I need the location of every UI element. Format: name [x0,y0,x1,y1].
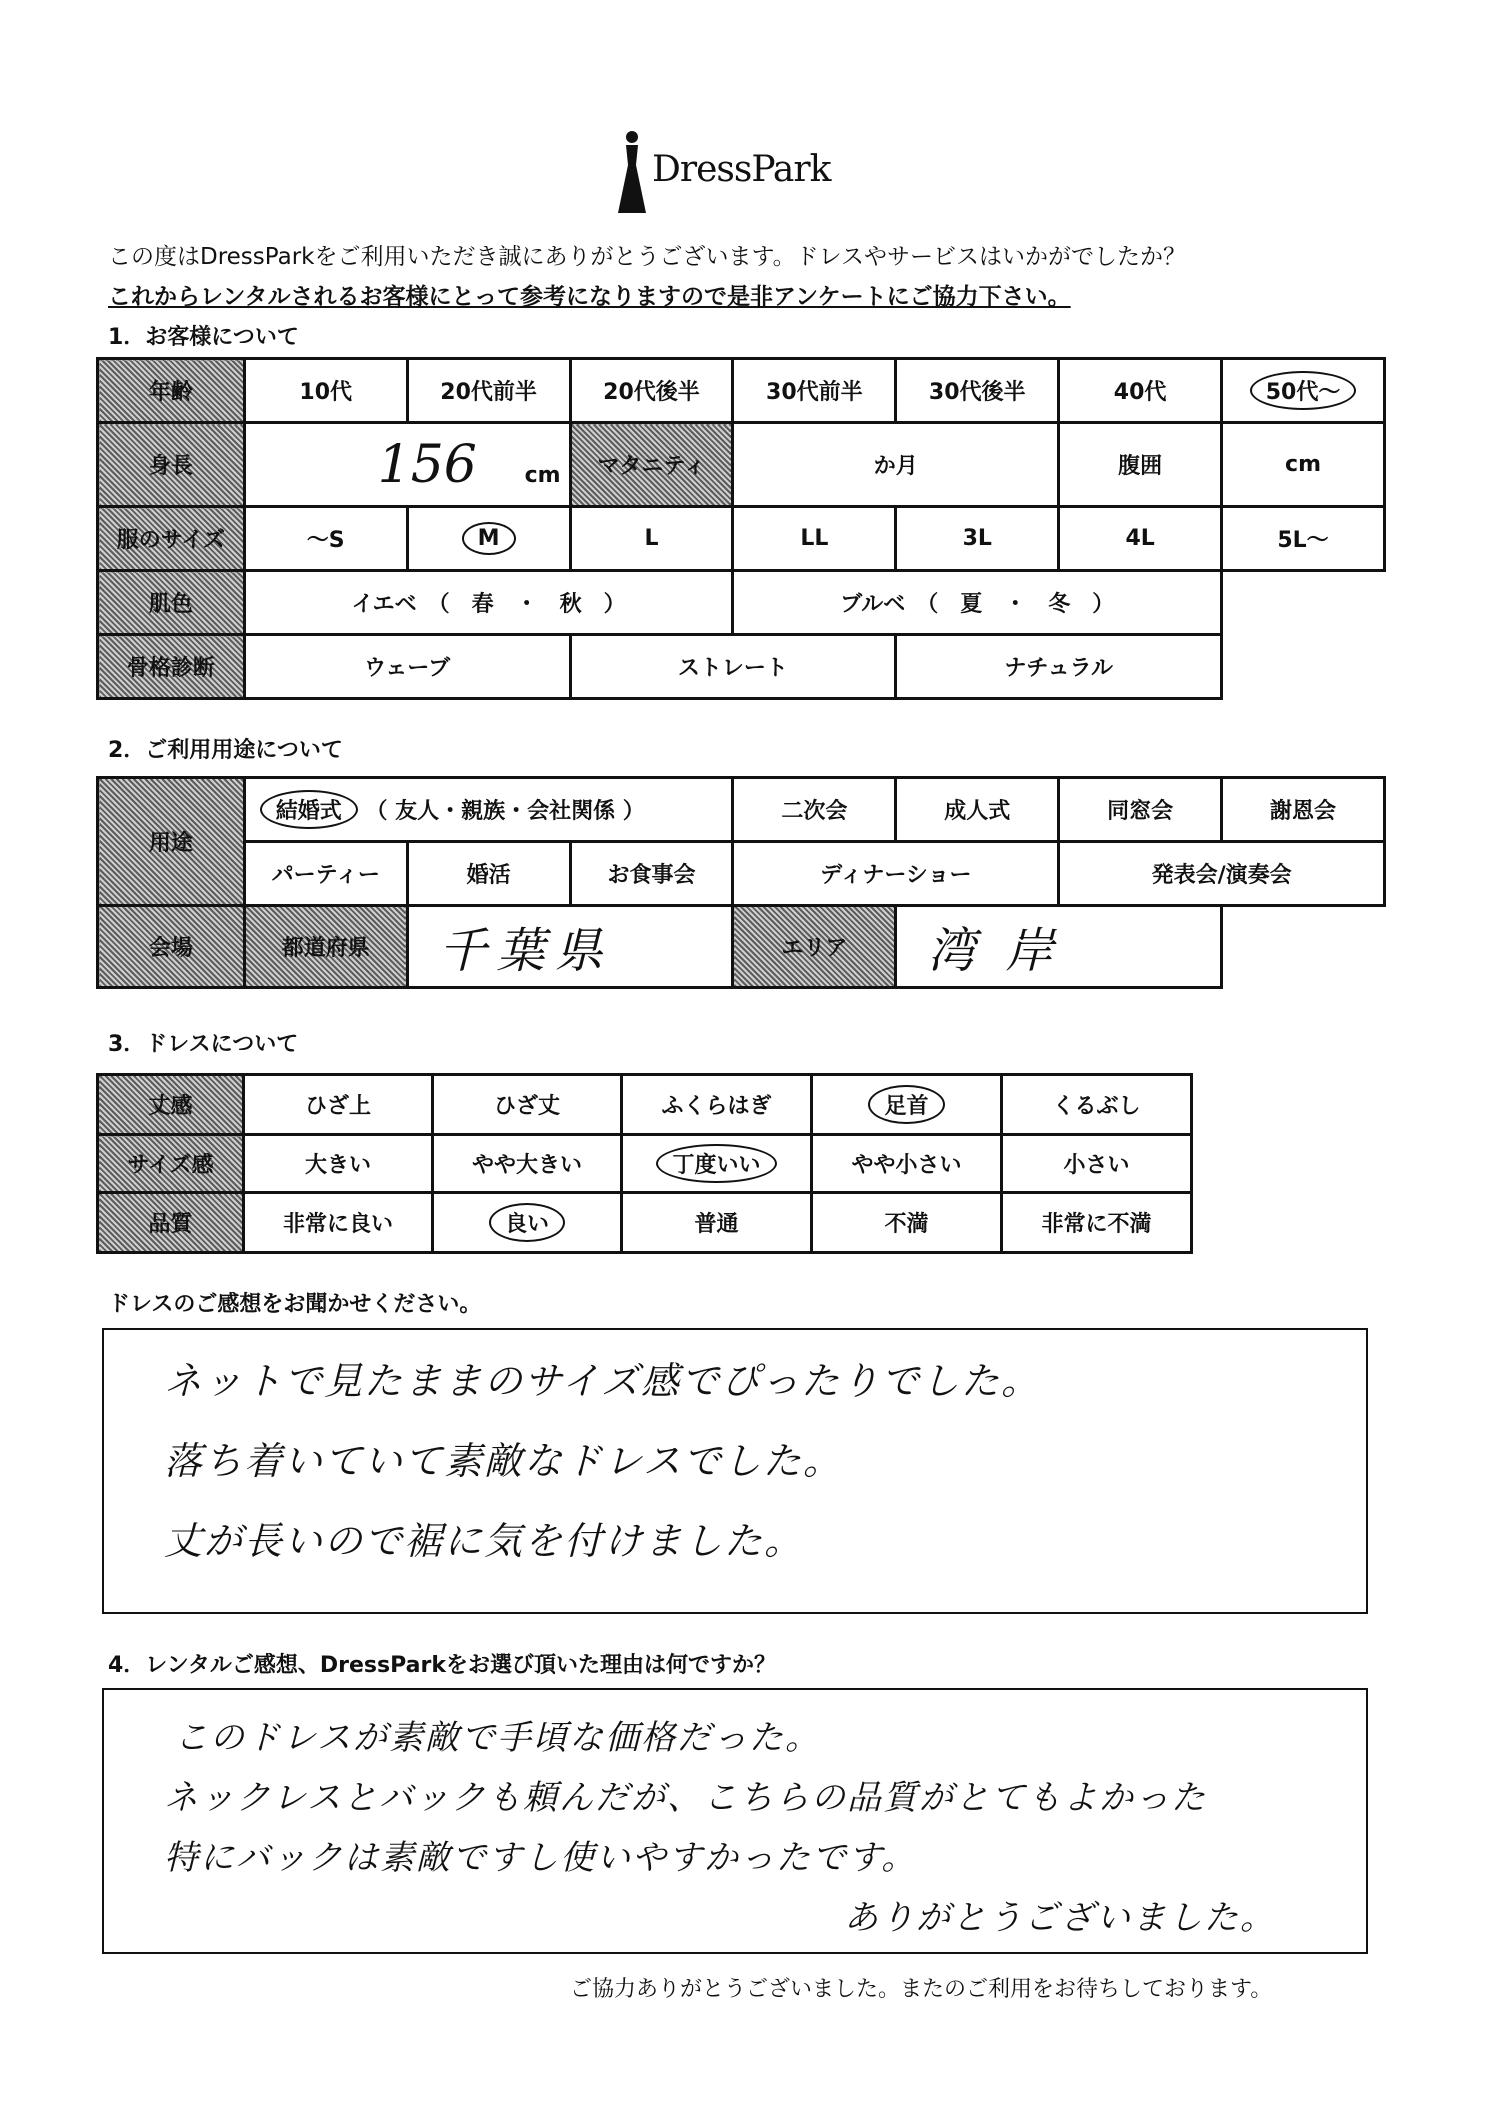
selection-circle: 足首 [868,1085,944,1124]
usage-option[interactable]: お食事会 [570,842,733,906]
quality-option[interactable]: 非常に不満 [1002,1193,1192,1253]
usage-option[interactable]: 婚活 [407,842,570,906]
prefecture-value: 千葉県 [438,923,613,979]
usage-option[interactable]: 同窓会 [1059,778,1222,842]
section-3-title: 3．ドレスについて [108,1032,299,1057]
yellow-base-option[interactable]: イエベ （ 春 ・ 秋 ） [244,571,733,635]
quality-option-selected[interactable] [433,1193,622,1253]
age-option[interactable]: 10代 [244,359,407,423]
fit-option[interactable]: 大きい [244,1135,433,1193]
age-option[interactable]: 30代前半 [733,359,896,423]
length-option[interactable]: くるぶし [1002,1075,1192,1135]
logo [612,125,912,220]
height-value: 156 [377,434,477,495]
height-value-cell[interactable] [244,423,570,507]
selection-circle: 50代～ [1250,371,1357,410]
footer-text: ご協力ありがとうございました。またのご利用をお待ちしております。 [570,1977,1273,2002]
reason-box[interactable] [102,1688,1368,1954]
size-option-selected[interactable] [407,507,570,571]
length-option[interactable]: ひざ丈 [433,1075,622,1135]
quality-option[interactable]: 不満 [812,1193,1002,1253]
venue-label: 会場 [98,906,245,988]
usage-table [96,776,1386,989]
impression-line: 落ち着いていて素敵なドレスでした。 [164,1439,843,1483]
selection-circle: 良い [489,1203,565,1242]
reason-line: 特にバックは素敵ですし使いやすかったです。 [164,1838,918,1878]
wedding-option[interactable] [244,778,733,842]
fit-label: サイズ感 [98,1135,244,1193]
usage-option[interactable]: 成人式 [896,778,1059,842]
usage-label: 用途 [98,778,245,906]
fit-option-selected[interactable] [622,1135,812,1193]
age-option[interactable]: 30代後半 [896,359,1059,423]
age-label: 年齢 [98,359,245,423]
dress-table [96,1073,1193,1254]
wedding-detail: （ 友人・親族・会社関係 ） [365,799,645,824]
prefecture-value-cell[interactable] [407,906,733,988]
waist-label: 腹囲 [1059,423,1222,507]
selection-circle: M [462,522,516,555]
usage-option[interactable]: ディナーショー [733,842,1059,906]
quality-label: 品質 [98,1193,244,1253]
intro-line-2: これからレンタルされるお客様にとって参考になりますので是非アンケートにご協力下さい。 [108,284,1071,310]
quality-option[interactable]: 非常に良い [244,1193,433,1253]
reason-line: ありがとうございました。 [844,1898,1276,1938]
area-label: エリア [733,906,896,988]
usage-option[interactable]: 謝恩会 [1222,778,1385,842]
usage-option[interactable]: 二次会 [733,778,896,842]
section-1-title: 1．お客様について [108,325,299,350]
frame-option[interactable]: ストレート [570,635,896,699]
length-label: 丈感 [98,1075,244,1135]
selection-circle: 丁度いい [656,1144,776,1183]
impressions-title: ドレスのご感想をお聞かせください。 [108,1292,482,1317]
brand-name: DressPark [652,149,831,190]
length-option[interactable]: ふくらはぎ [622,1075,812,1135]
area-value: 湾岸 [927,923,1084,979]
reason-line: ネックレスとバックも頼んだが、こちらの品質がとてもよかった [164,1778,1207,1818]
selection-circle: 結婚式 [260,790,358,829]
intro-line-1: この度はDressParkをご利用いただき誠にありがとうございます。ドレスやサービスはいかがでしたか？ [108,244,1186,270]
blue-base-option[interactable]: ブルベ （ 夏 ・ 冬 ） [733,571,1222,635]
age-option[interactable]: 20代後半 [570,359,733,423]
area-value-cell[interactable] [896,906,1222,988]
age-option[interactable]: 40代 [1059,359,1222,423]
usage-option[interactable]: 発表会/演奏会 [1059,842,1385,906]
fit-option[interactable]: やや大きい [433,1135,622,1193]
reason-line: このドレスが素敵で手頃な価格だった。 [174,1718,821,1758]
dress-logo-icon [612,125,652,220]
skin-color-label: 肌色 [98,571,245,635]
maternity-label: マタニティ [570,423,733,507]
impressions-box[interactable] [102,1328,1368,1614]
usage-option[interactable]: パーティー [244,842,407,906]
height-label: 身長 [98,423,245,507]
size-option[interactable]: L [570,507,733,571]
size-option[interactable]: 4L [1059,507,1222,571]
impression-line: ネットで見たままのサイズ感でぴったりでした。 [164,1359,1041,1403]
age-option[interactable]: 20代前半 [407,359,570,423]
age-option-selected[interactable] [1222,359,1385,423]
height-unit: cm [524,462,561,488]
waist-unit[interactable]: cm [1222,423,1385,507]
fit-option[interactable]: やや小さい [812,1135,1002,1193]
frame-option[interactable]: ウェーブ [244,635,570,699]
size-label: 服のサイズ [98,507,245,571]
size-option[interactable]: 5L～ [1222,507,1385,571]
length-option[interactable]: ひざ上 [244,1075,433,1135]
size-option[interactable]: LL [733,507,896,571]
size-option[interactable]: ～S [244,507,407,571]
frame-label: 骨格診断 [98,635,245,699]
frame-option[interactable]: ナチュラル [896,635,1222,699]
impression-line: 丈が長いので裾に気を付けました。 [164,1519,805,1563]
prefecture-label: 都道府県 [244,906,407,988]
section-2-title: 2．ご利用用途について [108,738,343,763]
maternity-months[interactable]: か月 [733,423,1059,507]
length-option-selected[interactable] [812,1075,1002,1135]
customer-table [96,357,1386,700]
quality-option[interactable]: 普通 [622,1193,812,1253]
size-option[interactable]: 3L [896,507,1059,571]
section-4-title: 4．レンタルご感想、DressParkをお選び頂いた理由は何ですか？ [108,1653,776,1678]
fit-option[interactable]: 小さい [1002,1135,1192,1193]
